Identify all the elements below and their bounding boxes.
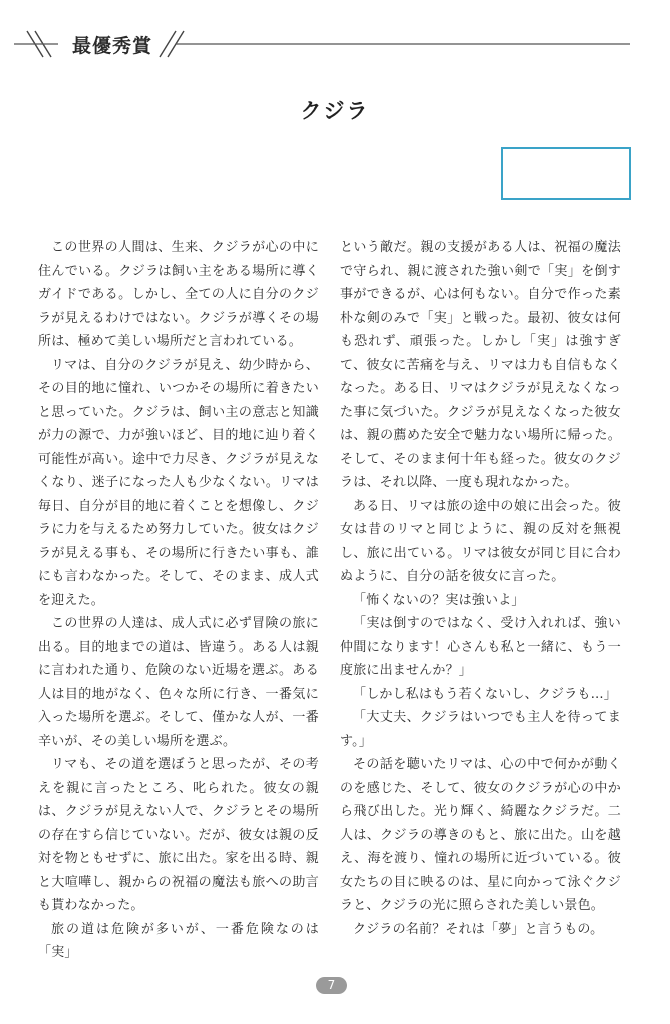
page-number: 7: [316, 977, 347, 994]
dialogue-line: 「しかし私はもう若くないし、クジラも…」: [353, 686, 618, 702]
paragraph: その話を聴いたリマは、心の中で何かが動くのを感じた、そして、彼女のクジラが心の中から飛び出した。光り輝く、綺麗なクジラだ。二人は、クジラの導きのもと、旅に出た。山を越え、海を渡り、憧れの場所に近づいている。彼女たちの目に映るのは、星に向かって泳ぐクジラと、クジラの光に照らされた美しい景色。: [340, 757, 621, 913]
dialogue-line: 「実は倒すのではなく、受け入れれば、強い仲間になります！心さんも私と一緒に、もう一度旅に出ませんか？」: [340, 616, 621, 678]
paragraph: クジラの名前？それは「夢」と言うもの。: [353, 921, 604, 937]
left-text-column: [38, 236, 319, 965]
dialogue-line: 「怖くないの？実は強いよ」: [353, 592, 525, 608]
dialogue-line: 「大丈夫、クジラはいつでも主人を待ってます。」: [340, 710, 621, 749]
author-name-box: [501, 147, 631, 200]
paragraph: この世界の人達は、成人式に必ず冒険の旅に出る。目的地までの道は、皆違う。ある人は親に言われた通り、危険のない近場を選ぶ。ある人は目的地がなく、色々な所に行き、一番気に入った場所を選ぶ。そして、僅かな人が、一番辛いが、その美しい場所を選ぶ。: [38, 616, 319, 749]
right-text-column: [340, 236, 621, 941]
paragraph: リマは、自分のクジラが見え、幼少時から、その目的地に憧れ、いつかその場所に着きたいと思っていた。クジラは、飼い主の意志と知識が力の源で、力が強いほど、目的地に辿り着く可能性が高い。途中で力尽き、クジラが見えなくなり、迷子になった人も少なくない。リマは毎日、自分が目的地に着くことを想像し、クジラに力を与えるため努力していた。彼女はクジラが見える事も、その場所に行きたい事も、誰にも言わなかった。そして、そのまま、成人式を迎えた。: [38, 357, 319, 608]
paragraph: この世界の人間は、生来、クジラが心の中に住んでいる。クジラは飼い主をある場所に導くガイドである。しかし、全ての人に自分のクジラが見えるわけではない。クジラが導くその場所は、極めて美しい場所だと言われている。: [38, 240, 319, 349]
paragraph: という敵だ。親の支援がある人は、祝福の魔法で守られ、親に渡された強い剣で「実」を倒す事ができるが、心は何もない。自分で作った素朴な剣のみで「実」と戦った。最初、彼女は何も恐れず、頑張った。しかし「実」は強すぎて、彼女に苦痛を与え、リマは力も自信もなくなった。ある日、リマはクジラが見えなくなった事に気づいた。クジラが見えなくなった彼女は、親の薦めた安全で魅力ない場所に帰った。そして、そのまま何十年も経った。彼女のクジラは、それ以降、一度も現れなかった。: [340, 240, 621, 490]
paragraph: 旅の道は危険が多いが、一番危険なのは「実」: [38, 921, 319, 960]
paragraph: リマも、その道を選ぼうと思ったが、その考えを親に言ったところ、叱られた。彼女の親は、クジラが見えない人で、クジラとその場所の存在すら信じていない。だが、彼女は親の反対を物ともせずに、旅に出た。家を出る時、親と大喧嘩し、親からの祝福の魔法も旅への助言も貰わなかった。: [38, 757, 319, 913]
story-title: クジラ: [300, 99, 370, 123]
header-right-slash-1: [160, 31, 176, 57]
section-header: [0, 0, 670, 80]
award-label: 最優秀賞: [72, 35, 153, 57]
paragraph: ある日、リマは旅の途中の娘に出会った。彼女は昔のリマと同じように、親の反対を無視し、旅に出ている。リマは彼女が同じ目に合わぬように、自分の話を彼女に言った。: [340, 498, 621, 584]
